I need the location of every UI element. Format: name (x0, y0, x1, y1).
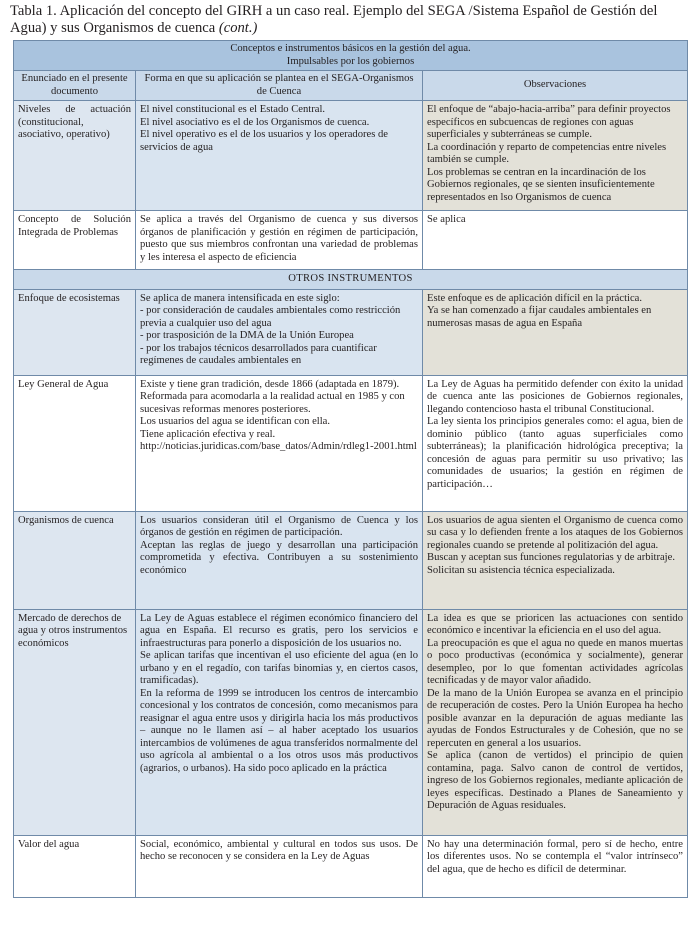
form-cell: Se aplica de manera intensificada en este siglo: - por consideración de caudales ambientales como restricción previa a cualquier uso del agua - por trasposición de la DMA de la Unión Europea - por los trabajos técnicos desarrollados para cuantificar regímenes de caudales ambientales en (136, 289, 423, 375)
concept-cell: Niveles de actuación (constitucional, asociativo, operativo) (14, 101, 136, 211)
column-header-row (14, 71, 688, 101)
caption-text: Tabla 1. Aplicación del concepto del GIRH a un caso real. Ejemplo del SEGA /Sistema Español de Gestión del Agua) y sus Organismos de cuenca (10, 3, 658, 36)
girh-table (13, 40, 688, 898)
table-row (14, 289, 688, 375)
obs-cell: La idea es que se prioricen las actuaciones con sentido económico e incentivar la eficiencia en el uso del agua. La preocupación es que el agua no quede en manos muertas o poco productivas (económica y socialmente), generar desempleo, por lo que fomentan actividades agrícolas tecnificadas y de mayor valor añadido. De la mano de la Unión Europea se avanza en el principio de recuperación de costes. Pero la Unión Europea ha hecho posible avanzar en la depuración de aguas mediante las ayudas de Fondos Estructurales y de Cohesión, que no se repercuten en general a los usuarios. Se aplica (canon de vertidos) el principio de quien contamina, paga. Salvo canon de control de vertidos, ingreso de los Gobiernos regionales, mediante aplicación de leyes específicas. Destinado a Planes de Saneamiento y Depuración de Aguas residuales. (423, 609, 688, 835)
form-cell: Existe y tiene gran tradición, desde 1866 (adaptada en 1879). Reformada para acomodarla a la realidad actual en 1985 y con sucesivas reformas menores posteriores. Los usuarios del agua se identifican con ella. Tiene aplicación efectiva y real. http://noticias.juridicas.com/base_datos/Admin/rdleg1-2001.html (136, 375, 423, 511)
top-header (14, 41, 688, 71)
concept-cell: Mercado de derechos de agua y otros instrumentos económicos (14, 609, 136, 835)
table-row (14, 511, 688, 609)
concept-cell: Ley General de Agua (14, 375, 136, 511)
table-caption (10, 3, 690, 37)
obs-cell: No hay una determinación formal, pero sí de hecho, entre los diferentes usos. No se contempla el “valor intrínseco” del agua, que de hecho es difícil de determinar. (423, 835, 688, 897)
table-row (14, 211, 688, 270)
concept-cell: Enfoque de ecosistemas (14, 289, 136, 375)
obs-cell: Se aplica (423, 211, 688, 270)
obs-cell: El enfoque de “abajo-hacia-arriba” para definir proyectos específicos en subcuencas de regiones con aguas superficiales y subterráneas se cumple. La coordinación y reparto de competencias entre niveles también se cumple. Los problemas se centran en la incardinación de los Gobiernos regionales, qe se sienten insuficientemente representados en lso Organismos de cuenca (423, 101, 688, 211)
form-cell: Los usuarios consideran útil el Organismo de Cuenca y los órganos de gestión en régimen de participación. Aceptan las reglas de juego y desarrollan una participación comprometida y efectiva. Contribuyen a su sostenimiento económico (136, 511, 423, 609)
form-cell: Se aplica a través del Organismo de cuenca y sus diversos órganos de planificación y gestión en régimen de participación, puesto que sus miembros confrontan una variedad de problemas y les interesa el aspecto de eficiencia (136, 211, 423, 270)
section-row (14, 270, 688, 290)
col-header-observaciones: Observaciones (423, 71, 688, 101)
form-cell: Social, económico, ambiental y cultural en todos sus usos. De hecho se reconocen y se considera en la Ley de Aguas (136, 835, 423, 897)
table-row (14, 101, 688, 211)
obs-cell: Este enfoque es de aplicación difícil en la práctica. Ya se han comenzado a fijar caudales ambientales en numerosas masas de agua en España (423, 289, 688, 375)
concept-cell: Organismos de cuenca (14, 511, 136, 609)
obs-cell: Los usuarios de agua sienten el Organismo de cuenca como su casa y lo defienden frente a los ataques de los Gobiernos regionales cuando se pretende al politización del agua. Buscan y aceptan sus funciones regulatorias y de arbitraje. Solicitan su asistencia técnica especializada. (423, 511, 688, 609)
concept-cell: Valor del agua (14, 835, 136, 897)
form-cell: El nivel constitucional es el Estado Central. El nivel asociativo es el de los Organismos de cuenca. El nivel operativo es el de los usuarios y los operadores de servicios de agua (136, 101, 423, 211)
obs-cell: La Ley de Aguas ha permitido defender con éxito la unidad de cuenca ante las posiciones de Gobiernos regionales, llegando contencioso hasta el tribunal Constitucional. La ley sienta los principios generales como: el agua, bien de dominio público (tanto aguas superficiales como subterráneas); la planificación hidrológica preceptiva; la concesión de aguas para permitir su uso privativo; las comunidades de usuarios; la gestión en régimen de participación… (423, 375, 688, 511)
top-header-row (14, 41, 688, 71)
col-header-forma: Forma en que su aplicación se plantea en el SEGA-Organismos de Cuenca (136, 71, 423, 101)
top-header-line2: Impulsables por los gobiernos (286, 55, 415, 67)
top-header-line1: Conceptos e instrumentos básicos en la gestión del agua. (230, 43, 471, 54)
col-header-enunciado: Enunciado en el presente documento (14, 71, 136, 101)
table-row (14, 609, 688, 835)
form-cell: La Ley de Aguas establece el régimen económico financiero del agua en España. El recurso es gratis, pero los servicios e infraestructuras para ponerlo a disposición de los usuarios no. Se aplican tarifas que incentivan el uso eficiente del agua (en lo urbano y en el regadío, con tarifas binomias y, en ciertos casos, tramificadas). En la reforma de 1999 se introducen los centros de intercambio concesional y los contratos de concesión, como mecanismos para reasignar el agua entre usos y dirigirla hacia los más productivos – aunque no le llamen así – al haber aceptado los usuarios intercambios de volúmenes de agua transferidos normalmente del uso agrícola al ambiental o a los otros usos más productivos (agrarios, o urbanos). Ha sido poco aplicado en la práctica (136, 609, 423, 835)
caption-cont: (cont.) (218, 20, 258, 36)
concept-cell: Concepto de Solución Integrada de Problemas (14, 211, 136, 270)
table-row (14, 835, 688, 897)
table-row (14, 375, 688, 511)
section-title: OTROS INSTRUMENTOS (14, 270, 688, 290)
